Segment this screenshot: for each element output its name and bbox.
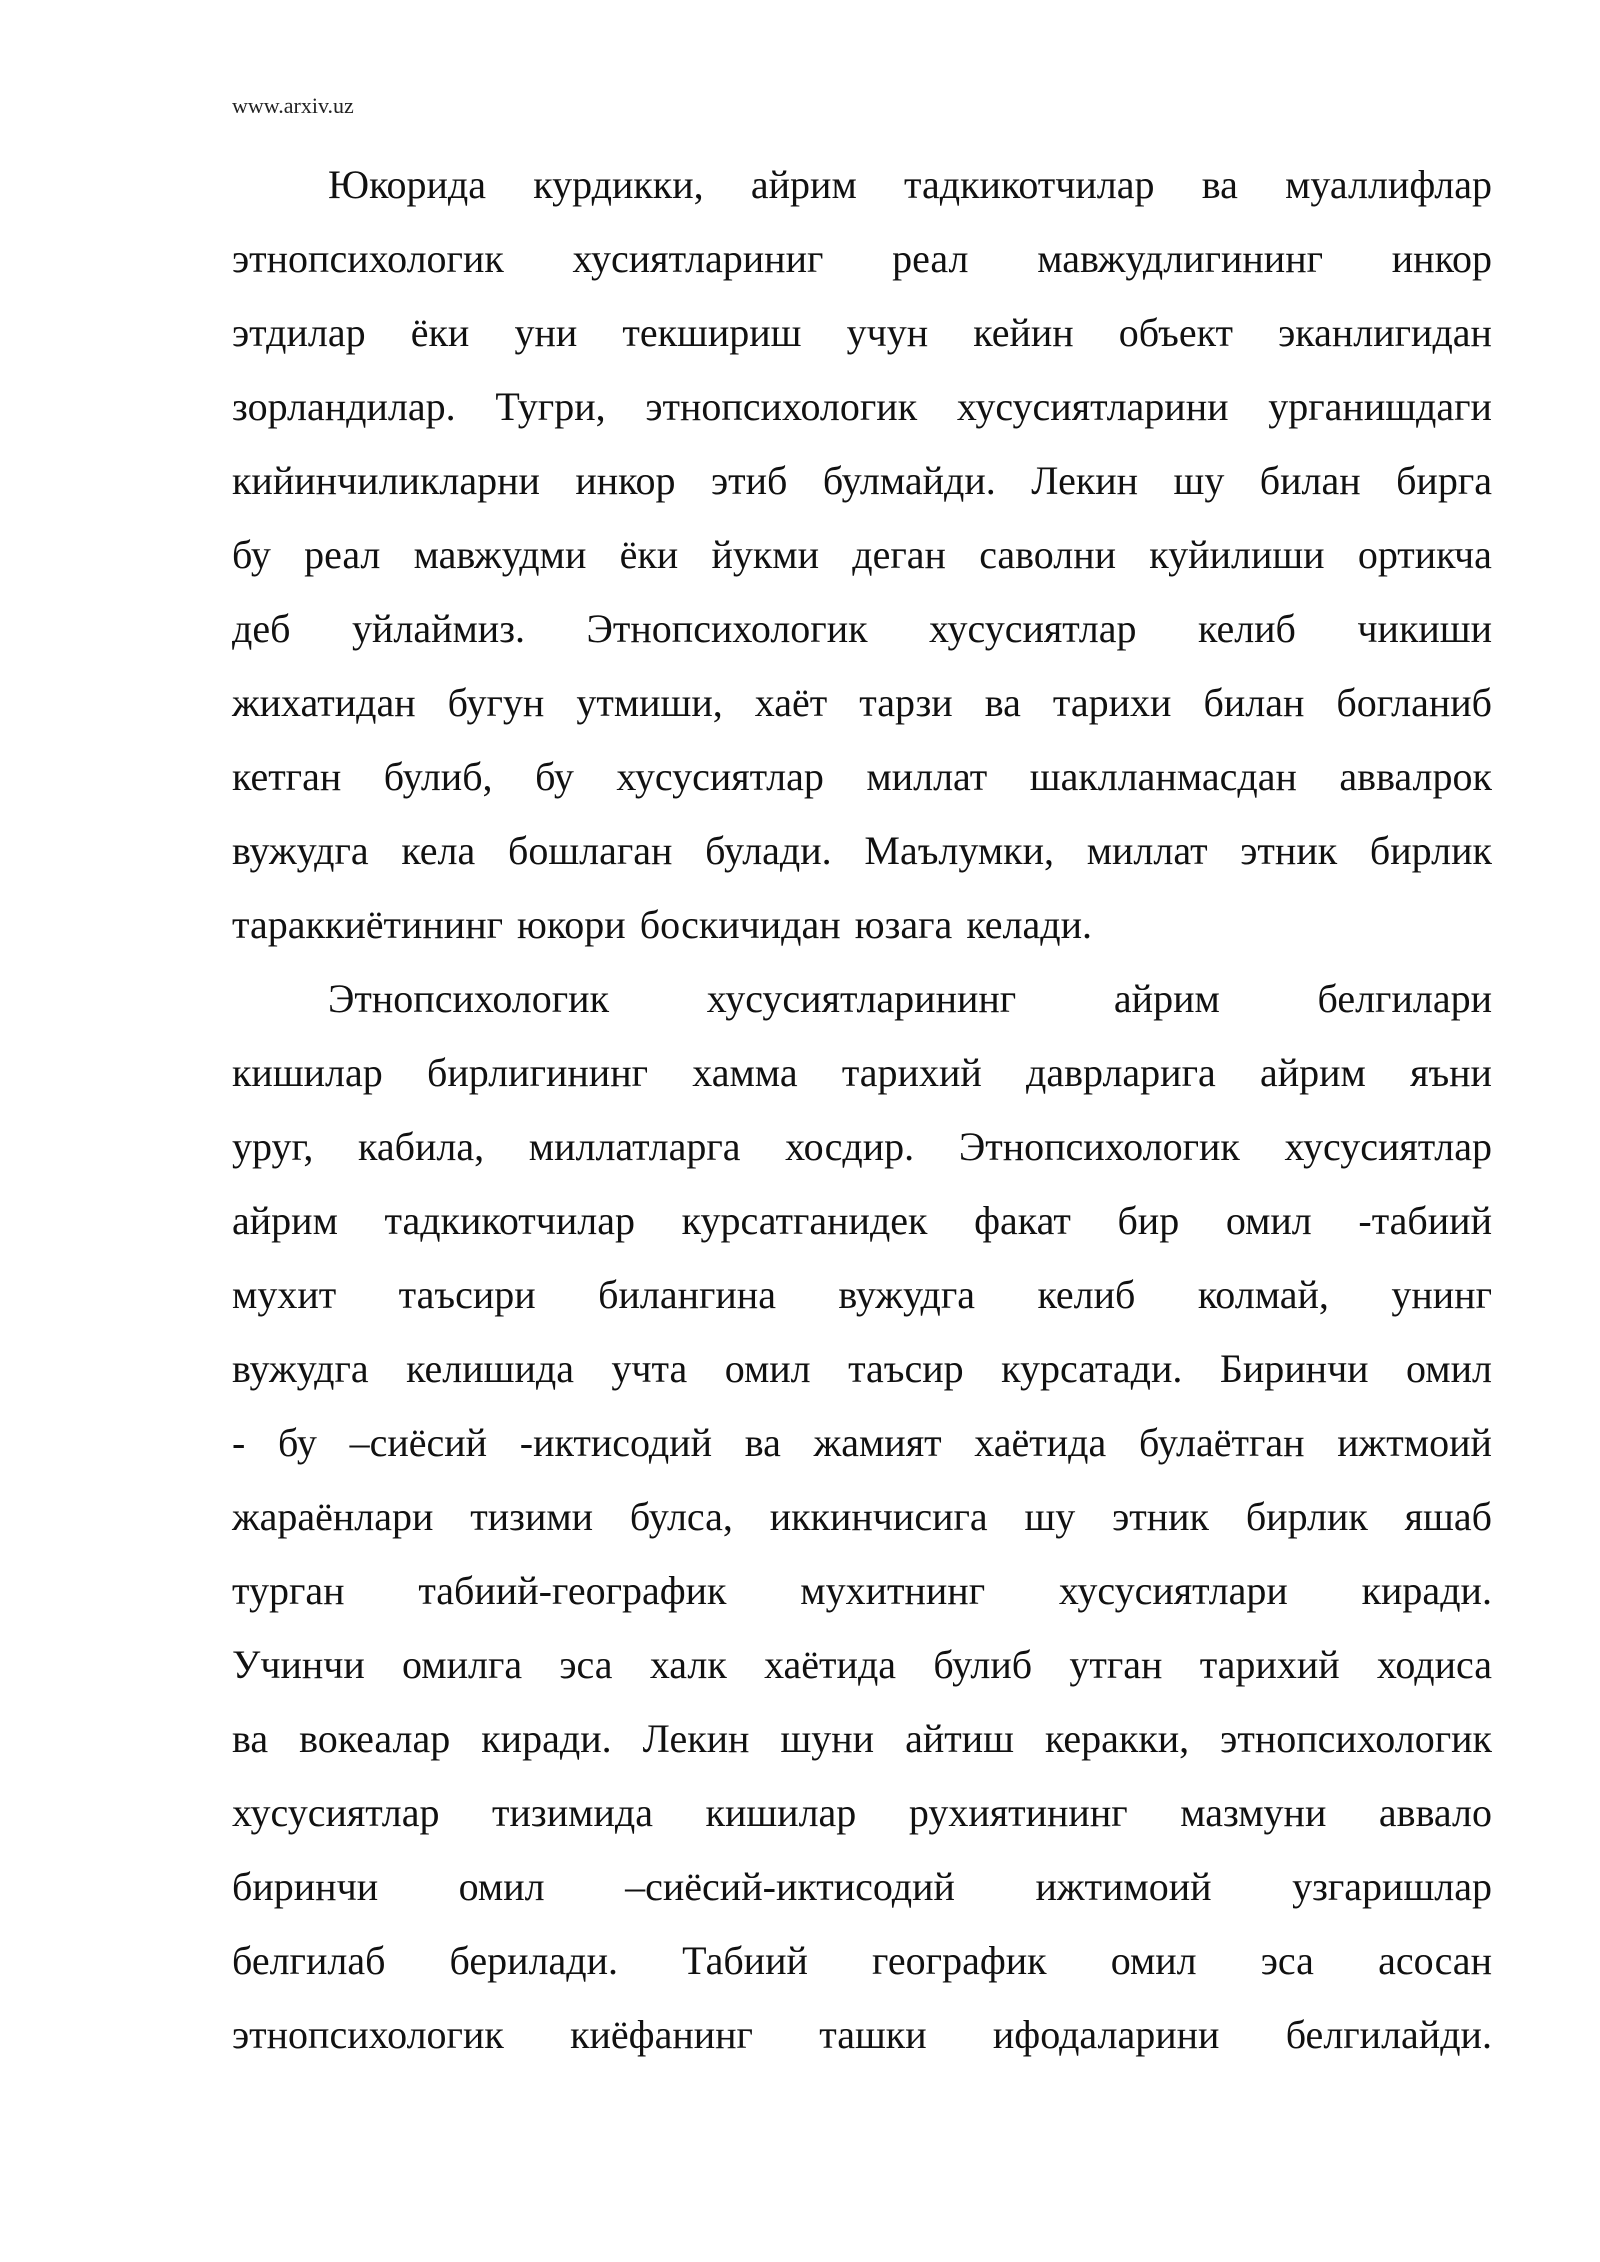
- word: вужудга: [232, 828, 369, 873]
- word: мавжудлигининг: [1037, 236, 1324, 281]
- word: эса: [559, 1642, 613, 1687]
- word: уйлаймиз.: [351, 606, 526, 651]
- word: зорландилар.: [232, 384, 456, 429]
- word: Этнопсихологик: [958, 1124, 1240, 1169]
- word: бирлигининг: [426, 1050, 649, 1095]
- word: текшириш: [622, 310, 802, 355]
- word: хусусиятлар: [929, 606, 1137, 651]
- word: ижтимоий: [1035, 1864, 1212, 1909]
- word: бу: [535, 754, 574, 799]
- word: -иктисодий: [519, 1420, 713, 1465]
- text-line: [232, 1036, 1492, 1110]
- text-line: [232, 444, 1492, 518]
- word: колмай,: [1197, 1272, 1329, 1317]
- word: халк: [649, 1642, 727, 1687]
- word: ва: [232, 1716, 269, 1761]
- word: вужудга: [838, 1272, 976, 1317]
- word: кела: [401, 828, 476, 873]
- word: белгилари: [1317, 976, 1492, 1021]
- word: куйилиши: [1149, 532, 1325, 577]
- word: хамма: [692, 1050, 798, 1095]
- word: тадкикотчилар: [904, 162, 1155, 207]
- word: мазмуни: [1180, 1790, 1327, 1835]
- word: этдилар: [232, 310, 366, 355]
- word: Маълумки,: [864, 828, 1054, 873]
- word: белгилайди.: [1285, 2012, 1492, 2057]
- word: яъни: [1410, 1050, 1492, 1095]
- word: деб: [232, 606, 291, 651]
- word: реал: [892, 236, 969, 281]
- word: муаллифлар: [1285, 162, 1492, 207]
- word: -табиий: [1358, 1198, 1492, 1243]
- word: хаёт: [754, 680, 828, 725]
- word: шу: [1173, 458, 1225, 503]
- word: ташки: [819, 2012, 927, 2057]
- word: яшаб: [1404, 1494, 1492, 1539]
- word: вокеалар: [299, 1716, 451, 1761]
- word: деган: [852, 532, 946, 577]
- text-line: [232, 740, 1492, 814]
- word: шаклланмасдан: [1029, 754, 1297, 799]
- word: хосдир.: [785, 1124, 915, 1169]
- word: хусусиятларини: [956, 384, 1229, 429]
- word: билан: [1203, 680, 1305, 725]
- word: реал: [304, 532, 381, 577]
- word: мавжудми: [413, 532, 587, 577]
- word: ижтмоий: [1337, 1420, 1492, 1465]
- text-line: [232, 666, 1492, 740]
- word: Табиий: [682, 1938, 808, 1983]
- text-line: [232, 1628, 1492, 1702]
- word: омилга: [402, 1642, 523, 1687]
- word: булиб: [933, 1642, 1033, 1687]
- word: булаётган: [1138, 1420, 1305, 1465]
- word: ёки: [619, 532, 679, 577]
- word: Учинчи: [232, 1642, 365, 1687]
- word: керакки,: [1044, 1716, 1190, 1761]
- word: кишилар: [232, 1050, 383, 1095]
- word: миллат: [1086, 828, 1208, 873]
- word: этнопсихологик: [645, 384, 918, 429]
- word: кабила,: [358, 1124, 485, 1169]
- word: жихатидан: [232, 680, 416, 725]
- word: инкор: [1391, 236, 1492, 281]
- text-line: [232, 1924, 1492, 1998]
- word: айрим: [750, 162, 857, 207]
- word: миллатларга: [528, 1124, 741, 1169]
- word: тарзи: [859, 680, 953, 725]
- body-text: [232, 148, 1492, 2072]
- word: белгилаб: [232, 1938, 386, 1983]
- word: утган: [1069, 1642, 1163, 1687]
- word: этнопсихологик: [232, 236, 504, 281]
- word: келиб: [1037, 1272, 1136, 1317]
- word: Юкорида: [328, 162, 487, 207]
- word: тарихий: [841, 1050, 982, 1095]
- word: бирга: [1396, 458, 1492, 503]
- word: жамият: [813, 1420, 942, 1465]
- word: бир: [1117, 1198, 1180, 1243]
- text-line: [232, 1554, 1492, 1628]
- word: узгаришлар: [1292, 1864, 1492, 1909]
- word: боскичидан: [639, 902, 841, 947]
- text-line: [232, 814, 1492, 888]
- word: омил: [724, 1346, 811, 1391]
- word: утмиши,: [576, 680, 723, 725]
- word: этнопсихологик: [232, 2012, 504, 2057]
- word: Биринчи: [1219, 1346, 1369, 1391]
- word: кейин: [973, 310, 1074, 355]
- text-line: [232, 1702, 1492, 1776]
- word: ортикча: [1357, 532, 1492, 577]
- word: учта: [611, 1346, 688, 1391]
- word: Лекин: [1031, 458, 1139, 503]
- word: уруг,: [232, 1124, 314, 1169]
- text-line: [232, 592, 1492, 666]
- word: асосан: [1378, 1938, 1492, 1983]
- word: омил: [1406, 1346, 1492, 1391]
- word: миллат: [866, 754, 988, 799]
- word: турган: [232, 1568, 345, 1613]
- word: даврларига: [1025, 1050, 1216, 1095]
- word: бошлаган: [507, 828, 673, 873]
- word: мухит: [232, 1272, 337, 1317]
- text-line: [232, 296, 1492, 370]
- word: шу: [1024, 1494, 1076, 1539]
- word: омил: [458, 1864, 545, 1909]
- text-line: [232, 1850, 1492, 1924]
- word: бу: [232, 532, 271, 577]
- word: инкор: [575, 458, 676, 503]
- word: ходиса: [1376, 1642, 1492, 1687]
- text-line: [232, 148, 1492, 222]
- word: берилади.: [449, 1938, 619, 1983]
- word: –сиёсий: [349, 1420, 488, 1465]
- word: тарихи: [1052, 680, 1172, 725]
- text-line: [232, 1258, 1492, 1332]
- word: ва: [744, 1420, 781, 1465]
- text-line: [232, 1332, 1492, 1406]
- word: кетган: [232, 754, 342, 799]
- word: кишилар: [705, 1790, 857, 1835]
- word: шуни: [780, 1716, 875, 1761]
- word: факат: [974, 1198, 1071, 1243]
- text-line: [232, 370, 1492, 444]
- word: курсатади.: [1001, 1346, 1183, 1391]
- word: бугун: [447, 680, 545, 725]
- header-url: www.arxiv.uz: [232, 93, 354, 118]
- word: тараккиётининг: [232, 902, 504, 947]
- word: бу: [278, 1420, 317, 1465]
- text-line: [232, 518, 1492, 592]
- word: объект: [1118, 310, 1233, 355]
- word: иккинчисига: [769, 1494, 988, 1539]
- word: йукми: [711, 532, 820, 577]
- word: Лекин: [642, 1716, 750, 1761]
- word: хусиятлариниг: [572, 236, 824, 281]
- word: таъсир: [848, 1346, 964, 1391]
- text-line: [232, 888, 1492, 962]
- word: урганишдаги: [1268, 384, 1492, 429]
- word: билангина: [598, 1272, 776, 1317]
- word: биринчи: [232, 1864, 379, 1909]
- word: –сиёсий-иктисодий: [625, 1864, 955, 1909]
- text-line: [232, 1998, 1492, 2072]
- word: тизими: [470, 1494, 594, 1539]
- text-line: [232, 1406, 1492, 1480]
- word: тарихий: [1199, 1642, 1340, 1687]
- word: учун: [846, 310, 929, 355]
- word: келиб: [1198, 606, 1296, 651]
- word: Этнопсихологик: [586, 606, 868, 651]
- word: айтиш: [905, 1716, 1014, 1761]
- word: билан: [1259, 458, 1361, 503]
- word: келишида: [406, 1346, 574, 1391]
- word: этник: [1112, 1494, 1209, 1539]
- word: тизимида: [492, 1790, 653, 1835]
- word: саволни: [979, 532, 1117, 577]
- word: булади.: [705, 828, 832, 873]
- word: Тугри,: [495, 384, 606, 429]
- word: хусусиятлар: [232, 1790, 440, 1835]
- text-line: [232, 222, 1492, 296]
- word: айрим: [1113, 976, 1220, 1021]
- word: рухиятининг: [908, 1790, 1128, 1835]
- word: киради.: [1361, 1568, 1492, 1613]
- word: аввало: [1378, 1790, 1492, 1835]
- word: курдикки,: [533, 162, 704, 207]
- word: хусусиятларининг: [706, 976, 1017, 1021]
- word: келади.: [966, 902, 1092, 947]
- word: этиб: [710, 458, 788, 503]
- word: ва: [984, 680, 1021, 725]
- word: тадкикотчилар: [384, 1198, 636, 1243]
- word: булиб,: [383, 754, 493, 799]
- word: ва: [1201, 162, 1238, 207]
- word: киёфанинг: [570, 2012, 753, 2057]
- word: ифодаларини: [992, 2012, 1220, 2057]
- text-line: [232, 962, 1492, 1036]
- text-line: [232, 1184, 1492, 1258]
- word: богланиб: [1336, 680, 1492, 725]
- word: хаётида: [974, 1420, 1107, 1465]
- word: ёки: [410, 310, 470, 355]
- word: булса,: [629, 1494, 733, 1539]
- word: этник: [1240, 828, 1338, 873]
- word: хусусиятлари: [1058, 1568, 1288, 1613]
- word: эса: [1260, 1938, 1314, 1983]
- word: унинг: [1391, 1272, 1492, 1317]
- word: географик: [872, 1938, 1047, 1983]
- word: хаётида: [764, 1642, 897, 1687]
- word: айрим: [1259, 1050, 1366, 1095]
- word: булмайди.: [822, 458, 996, 503]
- word: таъсири: [398, 1272, 536, 1317]
- word: юкори: [517, 902, 626, 947]
- word: киради.: [481, 1716, 612, 1761]
- word: хусусиятлар: [1284, 1124, 1492, 1169]
- word: уни: [514, 310, 578, 355]
- word: эканлигидан: [1278, 310, 1492, 355]
- text-line: [232, 1480, 1492, 1554]
- text-line: [232, 1776, 1492, 1850]
- word: бирлик: [1245, 1494, 1368, 1539]
- word: аввалрок: [1339, 754, 1492, 799]
- word: хусусиятлар: [616, 754, 824, 799]
- word: жараёнлари: [232, 1494, 434, 1539]
- word: омил: [1225, 1198, 1312, 1243]
- word: Этнопсихологик: [328, 976, 610, 1021]
- word: -: [232, 1420, 246, 1465]
- word: курсатганидек: [681, 1198, 928, 1243]
- word: этнопсихологик: [1220, 1716, 1492, 1761]
- text-line: [232, 1110, 1492, 1184]
- word: айрим: [232, 1198, 338, 1243]
- word: бирлик: [1369, 828, 1492, 873]
- word: омил: [1110, 1938, 1197, 1983]
- word: юзага: [854, 902, 953, 947]
- word: чикиши: [1357, 606, 1492, 651]
- word: мухитнинг: [800, 1568, 986, 1613]
- word: вужудга: [232, 1346, 369, 1391]
- word: кийинчиликларни: [232, 458, 540, 503]
- word: табиий-географик: [418, 1568, 727, 1613]
